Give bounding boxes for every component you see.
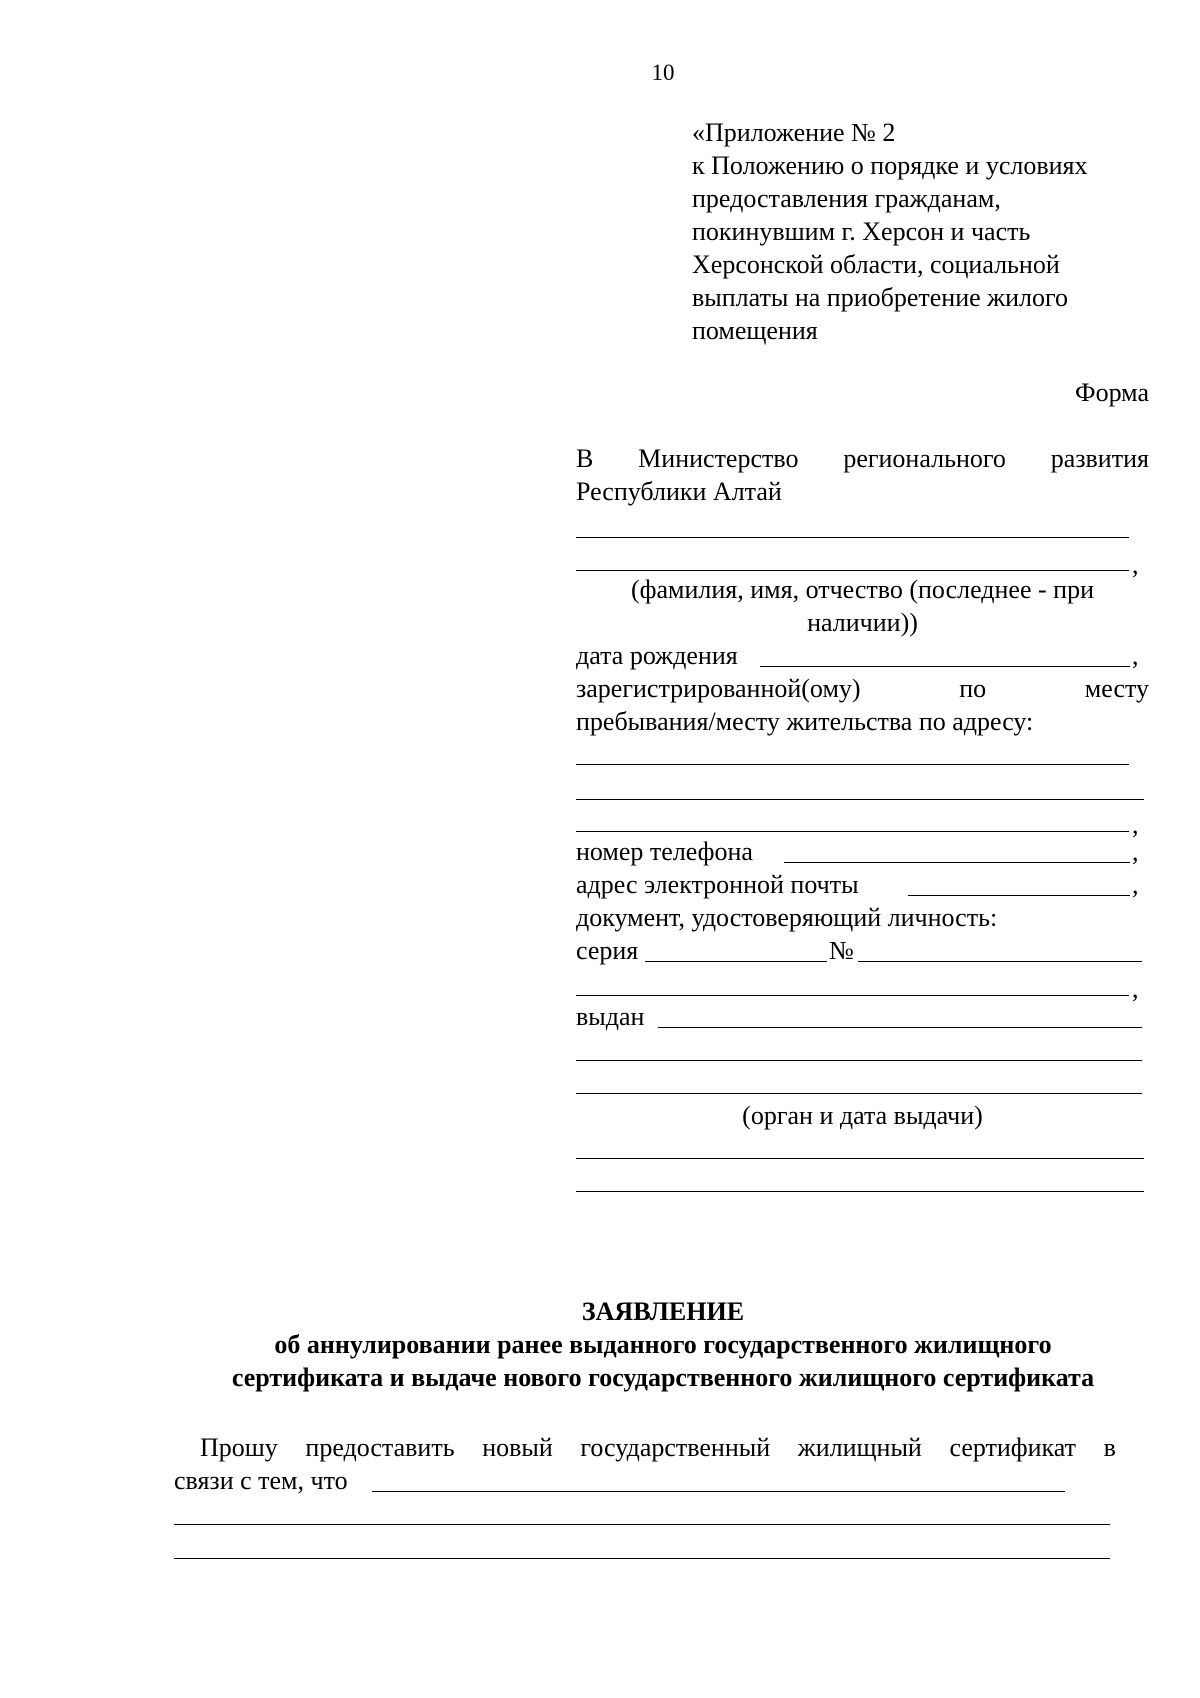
comma: , [1132, 974, 1139, 1003]
statement-word: новый [482, 1433, 553, 1462]
identity-doc-label: документ, удостоверяющий личность: [576, 903, 998, 932]
number-label: № [829, 936, 854, 965]
comma: , [1132, 810, 1139, 839]
address-line-2[interactable] [576, 799, 1144, 800]
addressee-word: Министерство [638, 444, 799, 473]
series-label: серия [576, 936, 639, 965]
statement-subtitle-1: об аннулировании ранее выданного государственного жилищного [274, 1330, 1052, 1359]
appendix-line: предоставления гражданам, [692, 184, 1001, 213]
addressee-word: развития [1050, 444, 1149, 473]
appendix-line: Херсонской области, социальной [692, 250, 1060, 279]
email-label: адрес электронной почты [576, 870, 859, 899]
issued-field-2[interactable] [576, 1060, 1142, 1061]
statement-word: предоставить [305, 1433, 455, 1462]
statement-title: ЗАЯВЛЕНИЕ [581, 1297, 745, 1326]
issued-label: выдан [576, 1002, 645, 1031]
reason-field-3[interactable] [174, 1558, 1110, 1559]
appendix-line: «Приложение № 2 [692, 118, 896, 147]
registered-word: зарегистрированной(ому) [576, 674, 861, 703]
form-label: Форма [1075, 378, 1149, 407]
addressee-line-2: Республики Алтай [576, 477, 782, 506]
address-line-3[interactable] [576, 831, 1129, 832]
series-field[interactable] [645, 961, 827, 962]
statement-word: жилищный [797, 1433, 922, 1462]
appendix-block [692, 116, 1088, 347]
issued-field-3[interactable] [576, 1093, 1142, 1094]
registered-word: по [959, 674, 987, 703]
email-field[interactable] [908, 895, 1130, 896]
addressee-word: В [576, 444, 594, 473]
address-line-1[interactable] [576, 764, 1129, 765]
document-line[interactable] [576, 995, 1129, 996]
statement-word: государственный [580, 1433, 771, 1462]
appendix-line: к Положению о порядке и условиях [692, 151, 1088, 180]
extra-line-2[interactable] [576, 1191, 1144, 1192]
phone-label: номер телефона [576, 837, 753, 866]
reason-field-2[interactable] [174, 1524, 1110, 1525]
addressee-word: регионального [843, 444, 1006, 473]
comma: , [1132, 870, 1139, 899]
registered-word: месту [1084, 674, 1149, 703]
residence-label: пребывания/месту жительства по адресу: [576, 707, 1034, 736]
statement-word: Прошу [200, 1433, 278, 1462]
comma: , [1132, 641, 1139, 670]
appendix-line: помещения [692, 316, 818, 345]
fio-line-1[interactable] [576, 537, 1129, 538]
birth-date-label: дата рождения [576, 641, 738, 670]
birth-date-field[interactable] [760, 666, 1130, 667]
addressee-block [576, 442, 1149, 508]
reason-field-1[interactable] [372, 1491, 1065, 1492]
issued-field-1[interactable] [658, 1027, 1142, 1028]
extra-line-1[interactable] [576, 1158, 1144, 1159]
appendix-line: покинувшим г. Херсон и часть [692, 217, 1031, 246]
statement-body-line-2: связи с тем, что [174, 1466, 348, 1495]
number-field[interactable] [858, 961, 1142, 962]
fio-caption-2: наличии)) [807, 608, 918, 637]
page-number: 10 [651, 60, 675, 85]
registered-line [576, 672, 1149, 705]
statement-subtitle-2: сертификата и выдаче нового государственного жилищного сертификата [231, 1363, 1095, 1392]
phone-field[interactable] [784, 862, 1130, 863]
statement-body-line-1 [174, 1431, 1116, 1464]
comma: , [1132, 550, 1139, 579]
statement-word: сертификат [949, 1433, 1077, 1462]
addressee-line-1 [576, 442, 1149, 475]
fio-line-2[interactable] [576, 570, 1129, 571]
appendix-line: выплаты на приобретение жилого [692, 283, 1069, 312]
statement-body [174, 1431, 1116, 1497]
statement-word: в [1103, 1433, 1116, 1462]
fio-caption-1: (фамилия, имя, отчество (последнее - при [630, 575, 1094, 604]
comma: , [1132, 837, 1139, 866]
issuer-caption: (орган и дата выдачи) [742, 1101, 983, 1130]
